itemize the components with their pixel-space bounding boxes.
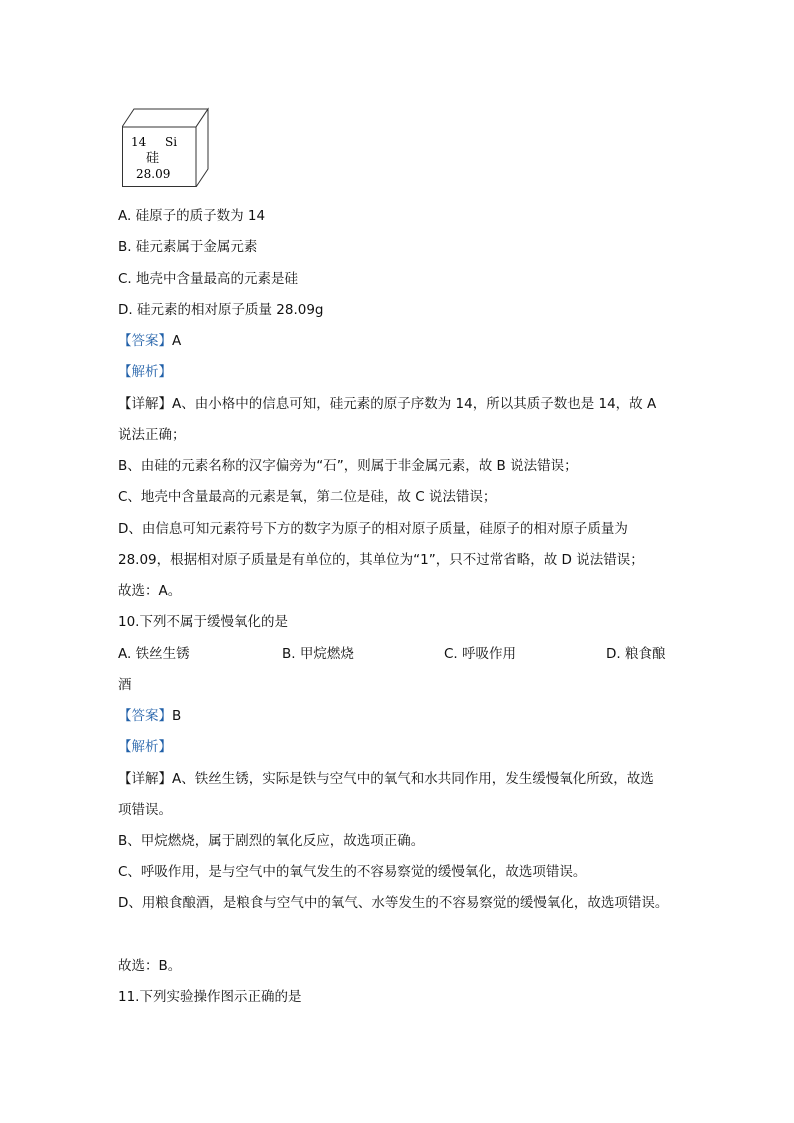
q9-explanation-line: 说法正确； bbox=[118, 427, 186, 443]
q9-conclusion: 故选：A。 bbox=[118, 583, 182, 599]
detail-tag: 【详解】 bbox=[118, 396, 172, 412]
q10-conclusion: 故选：B。 bbox=[118, 958, 182, 974]
answer-tag: 【答案】 bbox=[118, 708, 172, 724]
atomic-number: 14 bbox=[131, 135, 147, 149]
q9-option-a: A. 硅原子的质子数为 14 bbox=[118, 208, 266, 224]
q9-answer bbox=[118, 332, 181, 350]
q10-answer bbox=[118, 707, 181, 725]
q9-explanation-line: B、由硅的元素名称的汉字偏旁为“石”，则属于非金属元素，故 B 说法错误； bbox=[118, 458, 578, 474]
atomic-mass: 28.09 bbox=[136, 167, 171, 181]
q9-explanation-line: 28.09，根据相对原子质量是有单位的，其单位为“1”，只不过常省略，故 D 说法错误； bbox=[118, 552, 644, 568]
q10-option-c: C. 呼吸作用 bbox=[444, 646, 517, 662]
q9-option-b: B. 硅元素属于金属元素 bbox=[118, 239, 258, 255]
answer-value: B bbox=[172, 708, 182, 724]
q9-explanation-line bbox=[118, 395, 656, 413]
q9-explanation-line: D、由信息可知元素符号下方的数字为原子的相对原子质量，硅原子的相对原子质量为 bbox=[118, 521, 628, 537]
q10-analysis-tag: 【解析】 bbox=[118, 739, 172, 755]
detail-tag: 【详解】 bbox=[118, 771, 172, 787]
answer-value: A bbox=[172, 333, 182, 349]
q9-option-d: D. 硅元素的相对原子质量 28.09g bbox=[118, 302, 324, 318]
q10-option-wrap: 酒 bbox=[118, 677, 132, 693]
q10-explanation-line bbox=[118, 770, 654, 788]
q9-analysis-tag: 【解析】 bbox=[118, 364, 172, 380]
q9-explanation-line: C、地壳中含量最高的元素是氧，第二位是硅，故 C 说法错误； bbox=[118, 489, 497, 505]
q10-explanation-line: C、呼吸作用，是与空气中的氧气发生的不容易察觉的缓慢氧化，故选项错误。 bbox=[118, 864, 587, 880]
q10-explanation-line: B、甲烷燃烧，属于剧烈的氧化反应，故选项正确。 bbox=[118, 833, 425, 849]
q10-option-b: B. 甲烷燃烧 bbox=[282, 646, 354, 662]
element-symbol: Si bbox=[165, 135, 178, 149]
q10-stem: 10.下列不属于缓慢氧化的是 bbox=[118, 614, 288, 630]
q10-option-a: A. 铁丝生锈 bbox=[118, 646, 190, 662]
q10-explanation-line: D、用粮食酿酒，是粮食与空气中的氧气、水等发生的不容易察觉的缓慢氧化，故选项错误。 bbox=[118, 895, 669, 911]
explanation-text: A、由小格中的信息可知，硅元素的原子序数为 14，所以其质子数也是 14，故 A bbox=[172, 396, 657, 412]
q11-stem: 11.下列实验操作图示正确的是 bbox=[118, 989, 302, 1005]
q10-explanation-line: 项错误。 bbox=[118, 802, 172, 818]
q9-option-c: C. 地壳中含量最高的元素是硅 bbox=[118, 271, 299, 287]
q10-option-d: D. 粮食酿 bbox=[606, 646, 666, 662]
silicon-element-cell bbox=[122, 107, 212, 187]
explanation-text: A、铁丝生锈，实际是铁与空气中的氧气和水共同作用，发生缓慢氧化所致，故选 bbox=[172, 771, 654, 787]
element-name: 硅 bbox=[146, 151, 160, 166]
answer-tag: 【答案】 bbox=[118, 333, 172, 349]
